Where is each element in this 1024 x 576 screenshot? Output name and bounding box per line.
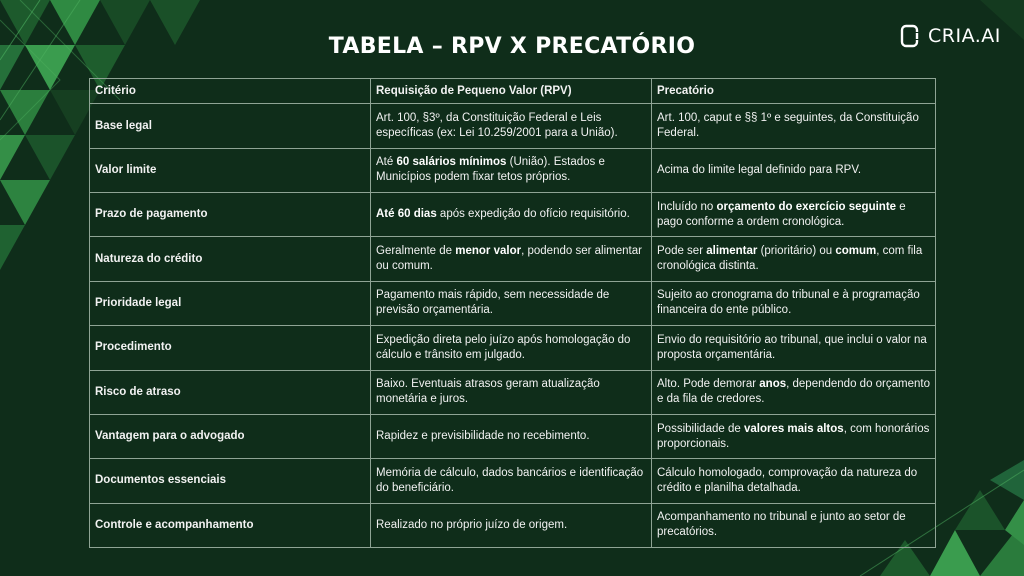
- cell-text: Envio do requisitório ao tribunal, que inclui o valor na proposta orçamentária.: [657, 333, 927, 361]
- brand-logo: [900, 22, 1001, 50]
- cell-text: Alto. Pode demorar: [657, 378, 760, 391]
- table-row: [90, 237, 936, 281]
- rpv-cell: [371, 148, 652, 192]
- precatorio-cell: [652, 148, 936, 192]
- criterion-cell: Prioridade legal: [90, 281, 371, 325]
- criterion-cell: Documentos essenciais: [90, 459, 371, 503]
- cria-ai-logo-icon: [900, 23, 922, 49]
- cell-text: Realizado no próprio juízo de origem.: [376, 518, 568, 531]
- cell-text: Expedição direta pelo juízo após homologação do cálculo e trânsito em julgado.: [376, 333, 631, 361]
- rpv-cell: [371, 503, 652, 547]
- table-row: [90, 281, 936, 325]
- comparison-table: [89, 78, 936, 548]
- header-criterio: Critério: [90, 79, 371, 104]
- cell-text: Cálculo homologado, comprovação da natureza do crédito e planilha detalhada.: [657, 466, 918, 494]
- cell-text: Acompanhamento no tribunal e junto ao setor de precatórios.: [657, 511, 906, 539]
- bold-text: comum: [835, 245, 877, 258]
- rpv-cell: [371, 370, 652, 414]
- cell-text: , com fila cronológica distinta.: [657, 245, 923, 273]
- cell-text: , dependendo do orçamento e da fila de credores.: [657, 378, 930, 406]
- rpv-cell: [371, 326, 652, 370]
- rpv-cell: [371, 414, 652, 458]
- cell-text: após expedição do ofício requisitório.: [436, 208, 630, 221]
- bold-text: orçamento do exercício seguinte: [716, 200, 897, 213]
- cell-text: Incluído no: [657, 200, 717, 213]
- precatorio-cell: [652, 459, 936, 503]
- bold-text: menor valor: [455, 245, 522, 258]
- rpv-cell: [371, 281, 652, 325]
- criterion-cell: Procedimento: [90, 326, 371, 370]
- rpv-cell: [371, 459, 652, 503]
- header-precatorio: Precatório: [652, 79, 936, 104]
- cell-text: Sujeito ao cronograma do tribunal e à programação financeira do ente público.: [657, 289, 920, 317]
- criterion-cell: Controle e acompanhamento: [90, 503, 371, 547]
- table-row: [90, 193, 936, 237]
- bold-text: alimentar: [706, 245, 758, 258]
- cell-text: Possibilidade de: [657, 422, 744, 435]
- precatorio-cell: [652, 281, 936, 325]
- cell-text: Pode ser: [657, 245, 707, 258]
- page-title: TABELA – RPV X PRECATÓRIO: [328, 34, 696, 59]
- table-row: [90, 148, 936, 192]
- brand-name: CRIA.AI: [928, 25, 1001, 47]
- cell-text: (União). Estados e Municípios podem fixar tetos próprios.: [376, 156, 605, 184]
- precatorio-cell: [652, 370, 936, 414]
- cell-text: Rapidez e previsibilidade no recebimento.: [376, 430, 590, 443]
- cell-text: Art. 100, caput e §§ 1º e seguintes, da Constituição Federal.: [657, 112, 919, 140]
- cell-text: , podendo ser alimentar ou comum.: [376, 245, 642, 273]
- cell-text: , com honorários proporcionais.: [657, 422, 930, 450]
- table-row: [90, 326, 936, 370]
- precatorio-cell: [652, 414, 936, 458]
- cell-text: Pagamento mais rápido, sem necessidade de previsão orçamentária.: [376, 289, 610, 317]
- criterion-cell: Prazo de pagamento: [90, 193, 371, 237]
- cell-text: Até: [376, 156, 397, 169]
- cell-text: Art. 100, §3º, da Constituição Federal e Leis específicas (ex: Lei 10.259/2001 para a União).: [376, 112, 618, 140]
- rpv-cell: [371, 237, 652, 281]
- criterion-cell: Vantagem para o advogado: [90, 414, 371, 458]
- precatorio-cell: [652, 193, 936, 237]
- precatorio-cell: [652, 503, 936, 547]
- rpv-cell: [371, 193, 652, 237]
- table-row: [90, 370, 936, 414]
- criterion-cell: Base legal: [90, 104, 371, 148]
- cell-text: Acima do limite legal definido para RPV.: [657, 163, 862, 176]
- cell-text: Memória de cálculo, dados bancários e identificação do beneficiário.: [376, 466, 644, 494]
- precatorio-cell: [652, 104, 936, 148]
- table-row: [90, 414, 936, 458]
- bold-text: anos: [759, 378, 787, 391]
- criterion-cell: Valor limite: [90, 148, 371, 192]
- precatorio-cell: [652, 237, 936, 281]
- precatorio-cell: [652, 326, 936, 370]
- bold-text: 60 salários mínimos: [396, 156, 507, 169]
- cell-text: (prioritário) ou: [757, 245, 836, 258]
- bold-text: valores mais altos: [743, 422, 844, 435]
- table-header-row: [90, 79, 936, 104]
- rpv-cell: [371, 104, 652, 148]
- table-row: [90, 104, 936, 148]
- criterion-cell: Risco de atraso: [90, 370, 371, 414]
- cell-text: e pago conforme a ordem cronológica.: [657, 200, 906, 228]
- cell-text: Baixo. Eventuais atrasos geram atualização monetária e juros.: [376, 378, 600, 406]
- header-rpv: Requisição de Pequeno Valor (RPV): [371, 79, 652, 104]
- table-row: [90, 459, 936, 503]
- criterion-cell: Natureza do crédito: [90, 237, 371, 281]
- table-row: [90, 503, 936, 547]
- bold-text: Até 60 dias: [376, 208, 437, 221]
- cell-text: Geralmente de: [376, 245, 456, 258]
